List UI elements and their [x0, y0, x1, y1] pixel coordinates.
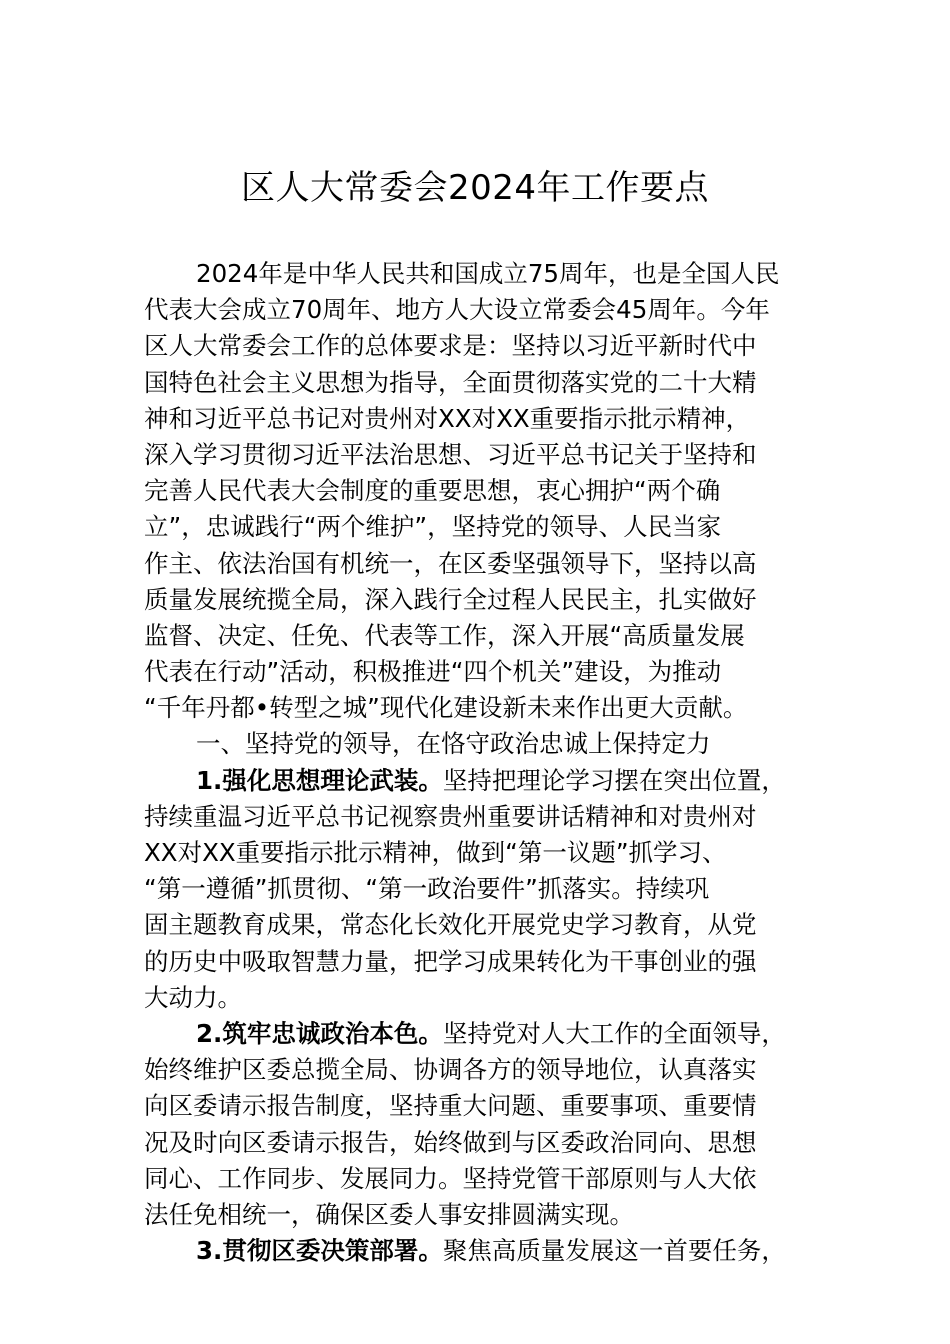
- section-item-line: [144, 1016, 844, 1052]
- line-text: 固主题教育成果，常态化长效化开展党史学习教育，从党: [144, 910, 757, 940]
- paragraph-line: [144, 1088, 844, 1124]
- line-text: 监督、决定、任免、代表等工作，深入开展“高质量发展: [144, 620, 745, 650]
- document-body: [144, 256, 844, 1269]
- line-text: 质量发展统揽全局，深入践行全过程人民民主，扎实做好: [144, 584, 757, 614]
- paragraph-line: [144, 907, 844, 943]
- paragraph-line: [144, 401, 844, 437]
- line-text: XX对XX重要指示批示精神，做到“第一议题”抓学习、: [144, 838, 727, 867]
- paragraph-line: [144, 871, 844, 907]
- line-text: 区人大常委会工作的总体要求是：坚持以习近平新时代中: [144, 331, 757, 361]
- paragraph-line: [144, 546, 844, 582]
- line-text: 代表大会成立70周年、地方人大设立常委会45周年。今年: [144, 295, 770, 325]
- line-text: 作主、依法治国有机统一，在区委坚强领导下，坚持以高: [144, 548, 757, 578]
- line-text: “第一遵循”抓贯彻、“第一政治要件”抓落实。持续巩: [144, 874, 710, 904]
- line-text: “千年丹都•转型之城”现代化建设新未来作出更大贡献。: [144, 693, 748, 723]
- line-text: 2024年是中华人民共和国成立75周年，也是全国人民: [196, 259, 780, 288]
- paragraph-line: [144, 256, 844, 292]
- document-title: 区人大常委会2024年工作要点: [240, 168, 710, 208]
- paragraph-line: [144, 437, 844, 473]
- paragraph-line: [144, 328, 844, 364]
- line-text: 法任免相统一，确保区委人事安排圆满实现。: [144, 1199, 634, 1229]
- paragraph-line: [144, 1197, 844, 1233]
- line-text: 代表在行动”活动，积极推进“四个机关”建设，为推动: [144, 657, 722, 687]
- line-text: 向区委请示报告制度，坚持重大问题、重要事项、重要情: [144, 1091, 757, 1121]
- line-text: 立”，忠诚践行“两个维护”，坚持党的领导、人民当家: [144, 512, 722, 542]
- line-text: 始终维护区委总揽全局、协调各方的领导地位，认真落实: [144, 1055, 757, 1085]
- line-text: 大动力。: [144, 982, 242, 1012]
- paragraph-line: [144, 835, 844, 871]
- section-item-line: [144, 763, 844, 799]
- line-text: 一、坚持党的领导，在恪守政治忠诚上保持定力: [196, 729, 711, 759]
- line-text: 坚持党对人大工作的全面领导，: [442, 1018, 786, 1048]
- paragraph-line: [144, 1161, 844, 1197]
- paragraph-line: [144, 509, 844, 545]
- line-text: 同心、工作同步、发展同力。坚持党管干部原则与人大依: [144, 1163, 757, 1193]
- item-heading: 1.强化思想理论武装。: [196, 765, 443, 795]
- line-text: 国特色社会主义思想为指导，全面贯彻落实党的二十大精: [144, 367, 757, 397]
- paragraph-line: [144, 654, 844, 690]
- line-text: 坚持把理论学习摆在突出位置，: [442, 765, 786, 795]
- paragraph-line: [144, 980, 844, 1016]
- paragraph-line: [144, 582, 844, 618]
- paragraph-line: [144, 690, 844, 726]
- paragraph-line: [144, 365, 844, 401]
- line-text: 况及时向区委请示报告，始终做到与区委政治同向、思想: [144, 1127, 757, 1157]
- paragraph-line: [144, 473, 844, 509]
- item-heading: 3.贯彻区委决策部署。: [196, 1236, 443, 1266]
- section-item-line: [144, 1233, 844, 1269]
- paragraph-line: [144, 1052, 844, 1088]
- line-text: 持续重温习近平总书记视察贵州重要讲话精神和对贵州对: [144, 801, 757, 831]
- paragraph-line: [144, 726, 844, 762]
- paragraph-line: [144, 799, 844, 835]
- line-text: 的历史中吸取智慧力量，把学习成果转化为干事创业的强: [144, 946, 757, 976]
- line-text: 神和习近平总书记对贵州对XX对XX重要指示批示精神，: [144, 403, 751, 433]
- paragraph-line: [144, 618, 844, 654]
- paragraph-line: [144, 1125, 844, 1161]
- item-heading: 2.筑牢忠诚政治本色。: [196, 1018, 443, 1048]
- paragraph-line: [144, 944, 844, 980]
- paragraph-line: [144, 292, 844, 328]
- line-text: 完善人民代表大会制度的重要思想，衷心拥护“两个确: [144, 476, 721, 506]
- line-text: 聚焦高质量发展这一首要任务，: [442, 1236, 786, 1266]
- line-text: 深入学习贯彻习近平法治思想、习近平总书记关于坚持和: [144, 439, 757, 469]
